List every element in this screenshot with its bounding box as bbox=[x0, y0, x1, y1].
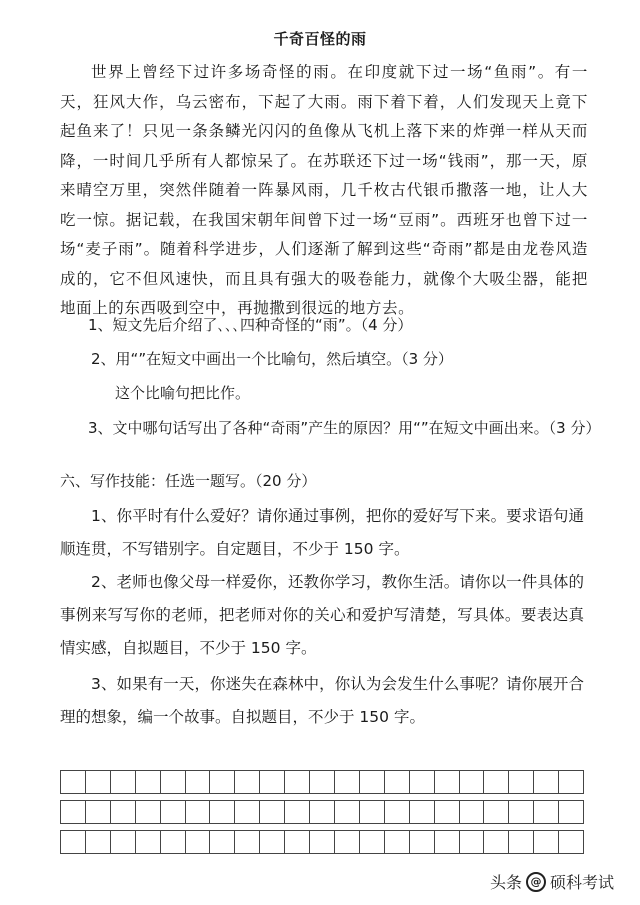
watermark-account: 硕科考试 bbox=[549, 873, 614, 892]
reading-passage: 世界上曾经下过许多场奇怪的雨。在印度就下过一场“鱼雨”。有一天，狂风大作，乌云密布，下起了大雨。雨下着下着，人们发现天上竟下起鱼来了！只见一条条鳞光闪闪的鱼像从飞机上落下来的炸弹一样从天而降，一时间几乎所有人都惊呆了。在苏联还下过一场“钱雨”，那一天，原来晴空万里，突然伴随着一阵暴风雨，几千枚古代银币撒落一地，让人大吃一惊。据记载，在我国宋朝年间曾下过一场“豆雨”。西班牙也曾下过一场“麦子雨”。随着科学进步，人们逐渐了解到这些“奇雨”都是由龙卷风造成的，它不但风速快，而且具有强大的吸卷能力，就像个大吸尘器，能把地面上的东西吸到空中，再抛撒到很远的地方去。 bbox=[60, 63, 588, 317]
grid-cell bbox=[509, 831, 534, 853]
grid-cell bbox=[559, 771, 584, 793]
grid-cell bbox=[111, 831, 136, 853]
grid-cell bbox=[61, 831, 86, 853]
grid-cell bbox=[260, 831, 285, 853]
grid-cell bbox=[161, 801, 186, 823]
grid-row bbox=[60, 770, 584, 794]
grid-cell bbox=[285, 831, 310, 853]
question-3: 3、文中哪句话写出了各种“奇雨”产生的原因？用“”在短文中画出来。（3 分） bbox=[88, 419, 601, 437]
watermark-prefix: 头条 bbox=[489, 873, 522, 892]
grid-row bbox=[60, 830, 584, 854]
grid-cell bbox=[111, 801, 136, 823]
grid-cell bbox=[460, 801, 485, 823]
grid-cell bbox=[410, 771, 435, 793]
grid-cell bbox=[534, 801, 559, 823]
grid-cell bbox=[484, 771, 509, 793]
grid-cell bbox=[210, 801, 235, 823]
grid-cell bbox=[335, 771, 360, 793]
question-2-fill-line: 这个比喻句把比作。 bbox=[115, 384, 251, 402]
grid-cell bbox=[360, 831, 385, 853]
grid-cell bbox=[235, 831, 260, 853]
page-title: 千奇百怪的雨 bbox=[273, 30, 367, 48]
grid-cell bbox=[186, 801, 211, 823]
grid-cell bbox=[534, 771, 559, 793]
grid-cell bbox=[86, 831, 111, 853]
grid-cell bbox=[385, 771, 410, 793]
grid-cell bbox=[136, 771, 161, 793]
grid-cell bbox=[335, 801, 360, 823]
grid-cell bbox=[360, 801, 385, 823]
grid-cell bbox=[111, 771, 136, 793]
grid-cell bbox=[335, 831, 360, 853]
grid-cell bbox=[484, 831, 509, 853]
grid-cell bbox=[186, 771, 211, 793]
grid-cell bbox=[435, 831, 460, 853]
writing-grid bbox=[60, 770, 584, 860]
grid-cell bbox=[86, 771, 111, 793]
grid-cell bbox=[310, 831, 335, 853]
grid-cell bbox=[435, 801, 460, 823]
writing-task-3: 3、如果有一天，你迷失在森林中，你认为会发生什么事呢？请你展开合理的想象，编一个故事。自拟题目，不少于 150 字。 bbox=[60, 675, 584, 726]
grid-cell bbox=[260, 771, 285, 793]
writing-task-2: 2、老师也像父母一样爱你，还教你学习，教你生活。请你以一件具体的事例来写写你的老师，把老师对你的关心和爱护写清楚，写具体。要表达真情实感，自拟题目，不少于 150 字。 bbox=[60, 573, 584, 657]
watermark bbox=[490, 870, 614, 893]
grid-cell bbox=[410, 831, 435, 853]
grid-cell bbox=[460, 831, 485, 853]
grid-cell bbox=[210, 771, 235, 793]
grid-cell bbox=[360, 771, 385, 793]
grid-cell bbox=[161, 831, 186, 853]
grid-cell bbox=[484, 801, 509, 823]
grid-cell bbox=[161, 771, 186, 793]
grid-cell bbox=[559, 831, 584, 853]
question-2: 2、用“”在短文中画出一个比喻句，然后填空。（3 分） bbox=[91, 350, 453, 368]
writing-task-1: 1、你平时有什么爱好？请你通过事例，把你的爱好写下来。要求语句通顺连贯，不写错别字。自定题目，不少于 150 字。 bbox=[60, 507, 584, 558]
grid-cell bbox=[136, 801, 161, 823]
grid-cell bbox=[310, 801, 335, 823]
grid-cell bbox=[559, 801, 584, 823]
grid-cell bbox=[310, 771, 335, 793]
grid-cell bbox=[61, 801, 86, 823]
question-1: 1、短文先后介绍了､､､四种奇怪的“雨”。（4 分） bbox=[88, 316, 413, 334]
grid-cell bbox=[410, 801, 435, 823]
grid-cell bbox=[235, 801, 260, 823]
grid-row bbox=[60, 800, 584, 824]
grid-cell bbox=[460, 771, 485, 793]
grid-cell bbox=[509, 771, 534, 793]
grid-cell bbox=[509, 801, 534, 823]
grid-cell bbox=[385, 831, 410, 853]
grid-cell bbox=[435, 771, 460, 793]
at-icon: @ bbox=[526, 872, 546, 892]
grid-cell bbox=[210, 831, 235, 853]
grid-cell bbox=[260, 801, 285, 823]
grid-cell bbox=[235, 771, 260, 793]
grid-cell bbox=[86, 801, 111, 823]
grid-cell bbox=[61, 771, 86, 793]
grid-cell bbox=[534, 831, 559, 853]
grid-cell bbox=[186, 831, 211, 853]
grid-cell bbox=[385, 801, 410, 823]
writing-section-heading: 六、写作技能：任选一题写。（20 分） bbox=[60, 472, 317, 490]
grid-cell bbox=[136, 831, 161, 853]
grid-cell bbox=[285, 771, 310, 793]
grid-cell bbox=[285, 801, 310, 823]
